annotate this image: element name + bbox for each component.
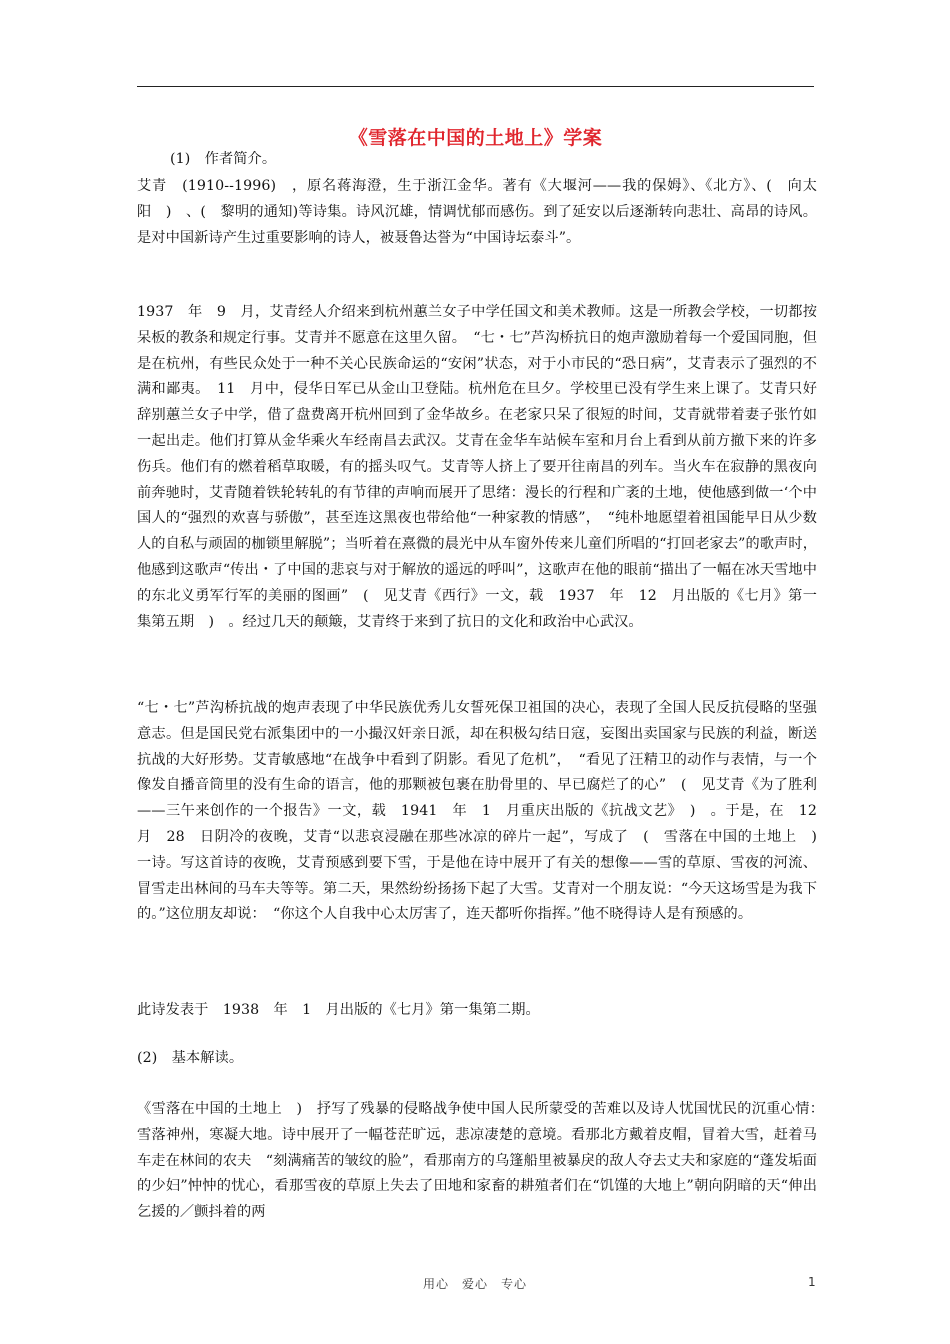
section-heading-reading: (2) 基本解读。: [137, 1050, 244, 1066]
document-title: 《雪落在中国的土地上》学案: [348, 127, 603, 149]
paragraph-author-intro: 艾青 (1910--1996) ，原名蒋海澄，生于浙江金华。著有《大堰河——我的保姆》、《北方》、( 向太阳 ) 、( 黎明的通知)等诗集。诗风沉雄，情调忧郁而感伤。到了延安以后逐渐转向悲壮、高昂的诗风。是对中国新诗产生过重要影响的诗人，被聂鲁达誉为“中国诗坛泰斗”。: [137, 178, 817, 246]
paragraph-basic-reading: 《雪落在中国的土地上 ) 抒写了残暴的侵略战争使中国人民所蒙受的苦难以及诗人忧国忧民的沉重心情： 雪落神州，寒凝大地。诗中展开了一幅苍茫旷远，悲凉凄楚的意境。看那北方戴着皮帽，冒着大雪，赶着马车走在林间的农夫 “刻满痛苦的皱纹的脸”，看那南方的乌篷船里被暴戾的敌人夺去丈夫和家庭的“蓬发垢面的少妇”忡忡的忧心，看那雪夜的草原上失去了田地和家畜的耕殖者们在“饥馑的大地上”朝向阴暗的天“伸出乞援的／颤抖着的两: [137, 1101, 832, 1221]
header-rule: [137, 86, 814, 87]
paragraph-background-war: “七・七”芦沟桥抗战的炮声表现了中华民族优秀儿女誓死保卫祖国的决心，表现了全国人民反抗侵略的坚强意志。但是国民党右派集团中的一小撮汉奸亲日派，却在积极勾结日寇，妄图出卖国家与民族的利益，断送抗战的大好形势。艾青敏感地“在战争中看到了阴影。看见了危机”， “看见了汪精卫的动作与表情，与一个像发自播音筒里的没有生命的语言，他的那颗被包裹在肋骨里的、早已腐烂了的心” ( 见艾青《为了胜利——三午来创作的一个报告》一文，载 1941 年 1 月重庆出版的《抗战文艺》 ) 。于是，在 12 月 28 日阴冷的夜晚，艾青“以悲哀浸融在那些冰凉的碎片一起”，写成了 ( 雪落在中国的土地上 ) 一诗。写这首诗的夜晚，艾青预感到要下雪，于是他在诗中展开了有关的想像——雪的草原、雪夜的河流、冒雪走出林间的马车夫等等。第二天，果然纷纷扬扬下起了大雪。艾青对一个朋友说：“今天这场雪是为我下的。”这位朋友却说： “你这个人自我中心太厉害了，连天都听你指挥。”他不晓得诗人是有预感的。: [137, 700, 832, 923]
paragraph-publication: 此诗发表于 1938 年 1 月出版的《七月》第一集第二期。: [137, 1002, 540, 1018]
paragraph-background-1937: 1937 年 9 月，艾青经人介绍来到杭州蕙兰女子中学任国文和美术教师。这是一所教会学校，一切都按呆板的教条和规定行事。艾青并不愿意在这里久留。 “七・七”芦沟桥抗日的炮声激励着每一个爱国同胞，但是在杭州，有些民众处于一种不关心民族命运的“安闲”状态，对于小市民的“恐日病”，艾青表示了强烈的不满和鄙夷。 11 月中，侵华日军已从金山卫登陆。杭州危在旦夕。学校里已没有学生来上课了。艾青只好辞别蕙兰女子中学，借了盘费离开杭州回到了金华故乡。在老家只呆了很短的时间，艾青就带着妻子张竹如一起出走。他们打算从金华乘火车经南昌去武汉。艾青在金华车站候车室和月台上看到从前方撤下来的许多伤兵。他们有的燃着稻草取暖，有的摇头叹气。艾青等人挤上了要开往南昌的列车。当火车在寂静的黑夜向前奔驰时，艾青随着铁轮转轧的有节律的声响而展开了思绪：漫长的行程和广袤的土地，使他感到做一‘个中国人的“强烈的欢喜与骄傲”，甚至连这黑夜也带给他“一种家教的情感”， “纯朴地愿望着祖国能早日从少数人的自私与顽固的枷锁里解脱”；当听着在熹微的晨光中从车窗外传来儿童们所唱的“打回老家去”的歌声时，他感到这歌声“传出・了中国的悲哀与对于解放的遥远的呼叫”，这歌声在他的眼前“描出了一幅在冰天雪地中的东北义勇军行军的美丽的图画” ( 见艾青《西行》一文，载 1937 年 12 月出版的《七月》第一集第五期 ) 。经过几天的颠簸，艾青终于来到了抗日的文化和政治中心武汉。: [137, 304, 817, 630]
section-heading-author: (1) 作者简介。: [170, 151, 277, 167]
page-number: 1: [808, 1275, 816, 1289]
page-footer: 用心 爱心 专心: [422, 1277, 527, 1291]
